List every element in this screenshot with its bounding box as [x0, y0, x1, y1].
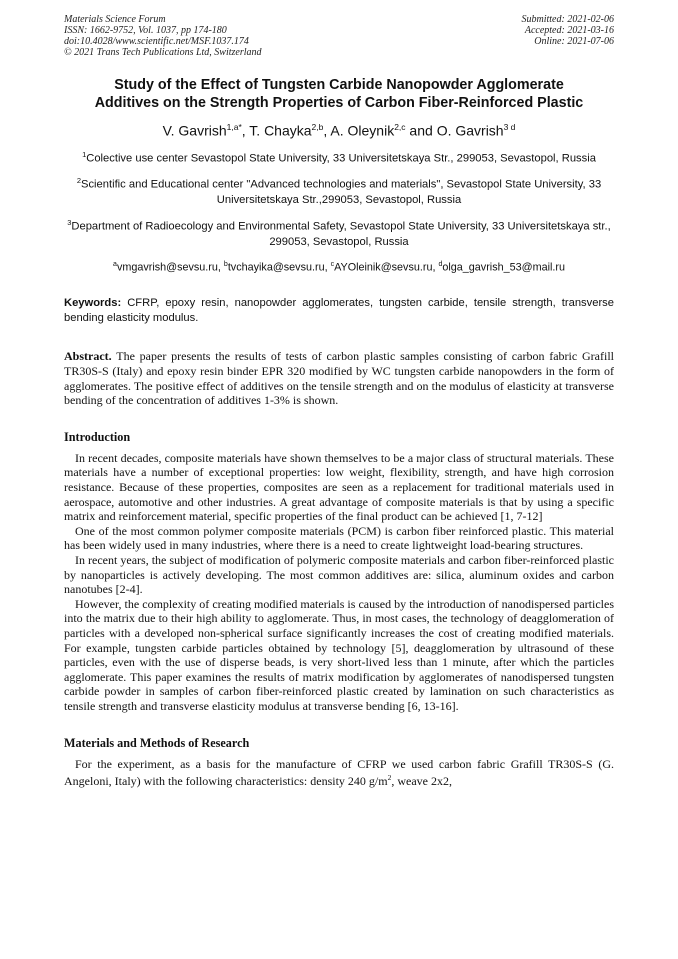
keywords	[64, 296, 614, 325]
author-2: T. Chayka	[249, 122, 312, 139]
methods-paragraph-1	[64, 757, 614, 789]
doi: doi:10.4028/www.scientific.net/MSF.1037.174	[64, 36, 249, 47]
email-marker: c	[330, 260, 335, 268]
email-link[interactable]: AYOleinik@sevsu.ru,	[334, 261, 439, 274]
affiliation-marker: 3	[67, 218, 72, 228]
journal-info	[64, 14, 262, 58]
affiliation-marker: 2	[76, 176, 81, 186]
affiliation-marker: 1	[82, 149, 87, 159]
author-3: A. Oleynik	[330, 122, 395, 139]
intro-paragraph-1: In recent decades, composite materials have shown themselves to be a major class of structural materials. These materials have a number of exceptional properties: low weight, flexibility, strength, and have high corrosion resistance. Because of these properties, composites are seen as a replacement for traditional materials used in aerospace, automotive and other industries. A great advantage of composite materials is that by using a specific matrix and reinforcement material, specific properties of the final product can be achieved [1, 7-12]	[64, 450, 614, 524]
copyright: © 2021 Trans Tech Publications Ltd, Switzerland	[64, 47, 262, 58]
author-2-affil: 2,b	[311, 122, 324, 132]
intro-paragraph-4: However, the complexity of creating modified materials is caused by the introduction of nanodispersed particles into the matrix due to their high ability to agglomerate. Thus, in most cases, the technology of deagglomeration of particles with a developed non-spherical surface significantly increases the cost of creating modified materials. For example, tungsten carbide particles obtained by technology [5], deagglomeration by ultrasound of these particles, even with the use of disperse beads, is very short-lived less than 1 minute, after which the particles agglomerate. This paper examines the results of matrix modification by agglomerates of nanodispersed tungsten carbide powder in samples of carbon fiber-reinforced plastic created by lamination on such characteristics as tensile strength and transverse elasticity modulus at transverse bending [6, 13-16].	[64, 596, 614, 713]
online-date: Online: 2021-07-06	[534, 36, 614, 47]
methods-text: For the experiment, as a basis for the manufacture of CFRP we used carbon fabric Grafill TR30S-S (G. Angeloni, Italy) with the following characteristics: density 240 g/m	[64, 756, 614, 789]
affiliation-3	[64, 215, 614, 250]
paper-title	[64, 76, 614, 112]
author-emails	[64, 258, 614, 275]
abstract-text: The paper presents the results of tests of carbon plastic samples consisting of carbon fabric Grafill TR30S-S (Italy) and epoxy resin binder EPR 320 modified by WC tungsten carbide nanopowders in the form of agglomerates. The positive effect of additives on the tensile strength and on the modulus of elasticity at transverse bending of the concentration of additives 1-3% is shown.	[64, 349, 614, 408]
email-marker: d	[438, 260, 443, 268]
issn: ISSN: 1662-9752, Vol. 1037, pp 174-180	[64, 25, 227, 36]
journal-name: Materials Science Forum	[64, 14, 166, 25]
methods-text: , weave 2x2,	[391, 774, 453, 789]
keywords-text: CFRP, epoxy resin, nanopowder agglomerates, tungsten carbide, tensile strength, transverse bending elasticity modulus.	[64, 297, 614, 324]
title-line-1: Study of the Effect of Tungsten Carbide Nanopowder Agglomerate	[114, 77, 564, 93]
intro-paragraph-3: In recent years, the subject of modification of polymeric composite materials and carbon fiber-reinforced plastic by nanoparticles is actively developing. The most common additives are: silica, aluminum oxides and carbon nanotubes [2-4].	[64, 552, 614, 597]
affiliation-text: Colective use center Sevastopol State University, 33 Universitetskaya Str., 299053, Sevastopol, Russia	[86, 152, 596, 165]
intro-paragraph-2: One of the most common polymer composite materials (PCM) is carbon fiber reinforced plastic. This material has been widely used in many industries, where there is a need to create lightweight load-bearing structures.	[64, 523, 614, 553]
superscript: 2	[387, 773, 392, 783]
email-marker: a	[113, 260, 117, 268]
affiliation-1	[64, 147, 614, 167]
abstract	[64, 349, 614, 407]
publication-dates	[522, 14, 615, 58]
title-line-2: Additives on the Strength Properties of Carbon Fiber-Reinforced Plastic	[94, 95, 584, 111]
author-list	[64, 118, 614, 140]
email-link[interactable]: vmgavrish@sevsu.ru,	[116, 261, 224, 274]
publication-header	[64, 14, 614, 58]
affiliation-text: Scientific and Educational center "Advanced technologies and materials", Sevastopol State University, 33 Universitetskaya Str.,299053, Sevastopol, Russia	[81, 179, 602, 207]
email-link[interactable]: tvchayika@sevsu.ru,	[227, 261, 331, 274]
affiliation-2	[64, 173, 614, 208]
accepted-date: Accepted: 2021-03-16	[524, 25, 614, 36]
affiliation-text: Department of Radioecology and Environmental Safety, Sevastopol State University, 33 Universitetskaya str., 299053, Sevastopol, Russia	[71, 220, 611, 248]
methods-heading: Materials and Methods of Research	[64, 735, 250, 750]
author-1: V. Gavrish	[162, 122, 227, 139]
author-4-affil: 3 d	[503, 122, 516, 132]
abstract-label: Abstract.	[64, 349, 112, 364]
email-link[interactable]: olga_gavrish_53@mail.ru	[442, 261, 565, 274]
author-separator: ,	[241, 122, 250, 139]
author-separator: and	[405, 122, 437, 139]
author-1-affil: 1,a*	[226, 122, 242, 132]
author-4: O. Gavrish	[436, 122, 504, 139]
submitted-date: Submitted: 2021-02-06	[521, 14, 614, 25]
email-marker: b	[223, 260, 228, 268]
keywords-label: Keywords:	[64, 297, 122, 310]
introduction-heading: Introduction	[64, 429, 131, 444]
author-3-affil: 2,c	[394, 122, 406, 132]
author-separator: ,	[323, 122, 331, 139]
